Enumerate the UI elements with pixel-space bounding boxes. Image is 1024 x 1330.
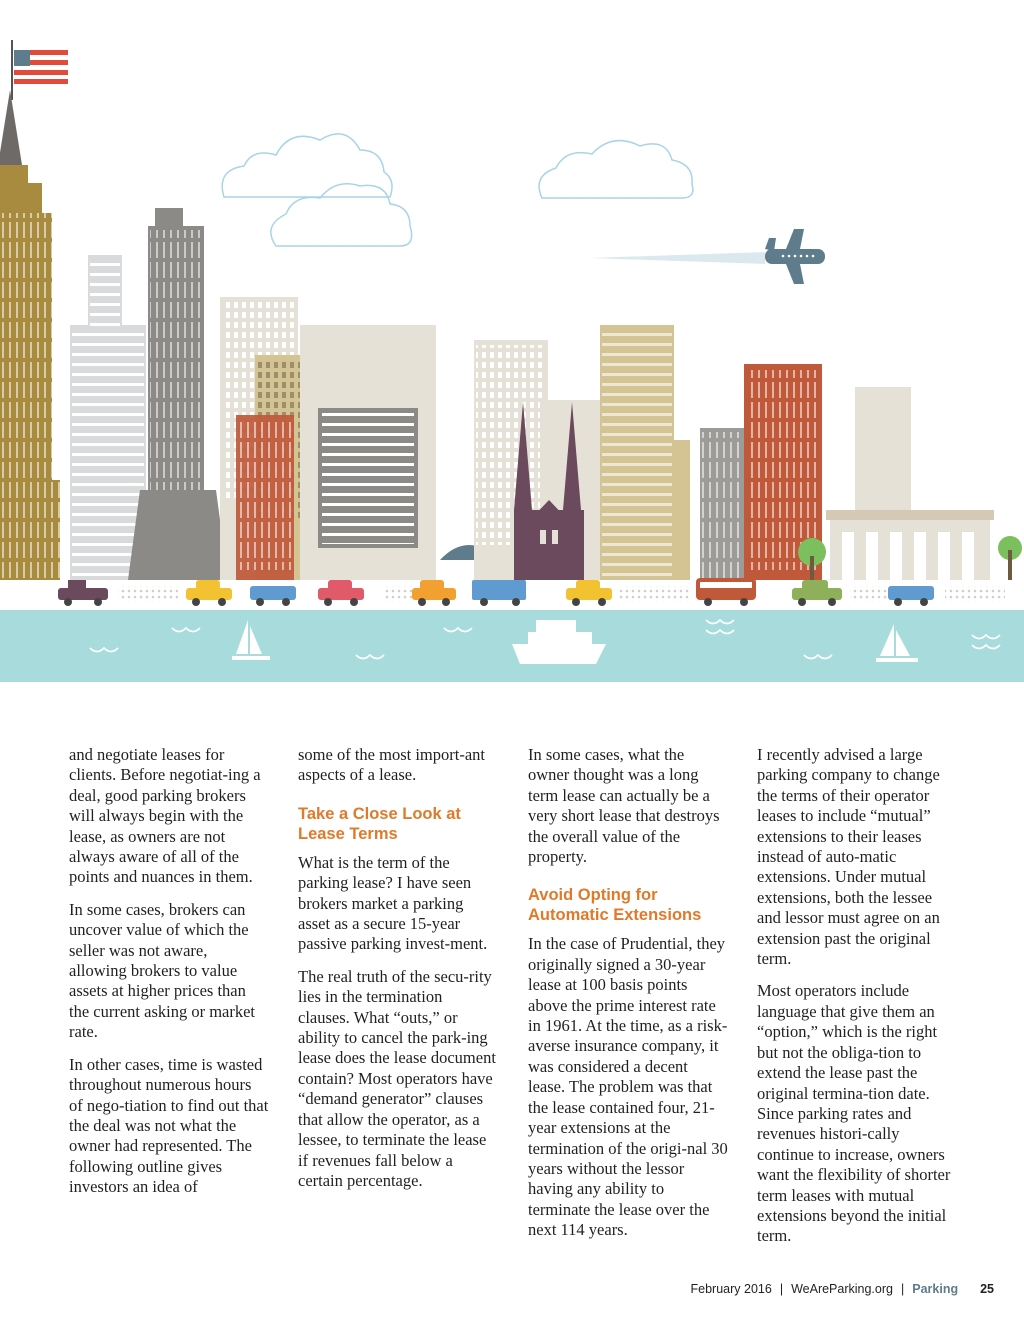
section-heading: Avoid Opting for Automatic Extensions	[528, 886, 702, 925]
clouds	[222, 134, 693, 246]
article-column-1	[69, 745, 269, 1210]
magazine-name: Parking	[912, 1282, 959, 1296]
building	[855, 387, 911, 517]
article-column-2	[298, 745, 498, 1203]
article-column-4	[757, 745, 957, 1259]
paragraph: In some cases, what the owner thought was a long term lease can actually be a very short lease that destroys the overall value of the property.	[528, 745, 720, 867]
page-number: 25	[980, 1282, 994, 1296]
paragraph: Most operators include language that give them an “option,” which is the right but not the obliga-tion to extend the lease past the original termina-tion date. Since parking rates and revenues histori-cally continue to increase, owners want the flexibility of shorter term leases with mutual extensions beyond the initial term.	[757, 981, 951, 1246]
station-colonnade	[826, 510, 994, 580]
issue-date: February 2016	[690, 1282, 772, 1296]
paragraph: What is the term of the parking lease? I have seen brokers market a parking asset as a secure 15-year passive parking invest-ment.	[298, 852, 488, 954]
section-heading: Take a Close Look at Lease Terms	[298, 804, 461, 843]
paragraph: some of the most import-ant aspects of a lease.	[298, 745, 485, 785]
water	[0, 610, 1024, 682]
empire-state-building	[0, 40, 68, 580]
airplane-icon	[590, 229, 825, 284]
tan-skyscraper	[600, 325, 690, 580]
paragraph: The real truth of the secu-rity lies in the termination clauses. What “outs,” or ability to cancel the park-ing lease does the lease document contain? Most operators have “demand generator” clauses that allow the operator, as a lessee, to terminate the lease if revenues fall below a certain percentage.	[298, 966, 496, 1190]
un-building	[300, 325, 436, 580]
page-footer: February 2016 | WeAreParking.org | Parking 25	[690, 1282, 994, 1296]
paragraph: In other cases, time is wasted throughout numerous hours of nego-tiation to find out that the deal was not what the owner had represented. The following outline gives investors an idea of	[69, 1054, 269, 1197]
article-column-3	[528, 745, 728, 1253]
paragraph: In some cases, brokers can uncover value of which the seller was not aware, allowing brokers to value assets at higher prices than the current asking or market rate.	[69, 899, 256, 1042]
paragraph: I recently advised a large parking company to change the terms of their operator leases to include “mutual” extensions to their leases instead of auto-matic extensions. Under mutual extensions, both the lessee and lessor must agree on an extension past the original term.	[757, 745, 940, 969]
website-link[interactable]: WeAreParking.org	[791, 1282, 893, 1296]
paragraph: and negotiate leases for clients. Before negotiat-ing a deal, good parking brokers will always begin with the lease, as owners are not always aware of all of the points and nuances in them.	[69, 745, 261, 887]
paragraph: In the case of Prudential, they originally signed a 30-year lease at 100 basis points above the prime interest rate in 1961. At the time, as a risk-averse insurance company, it was considered a decent lease. The problem was that the lease contained four, 21-year extensions at the termination of the origi-nal 30 years without the lessor having any ability to terminate the lease over the next 114 years.	[528, 934, 728, 1240]
